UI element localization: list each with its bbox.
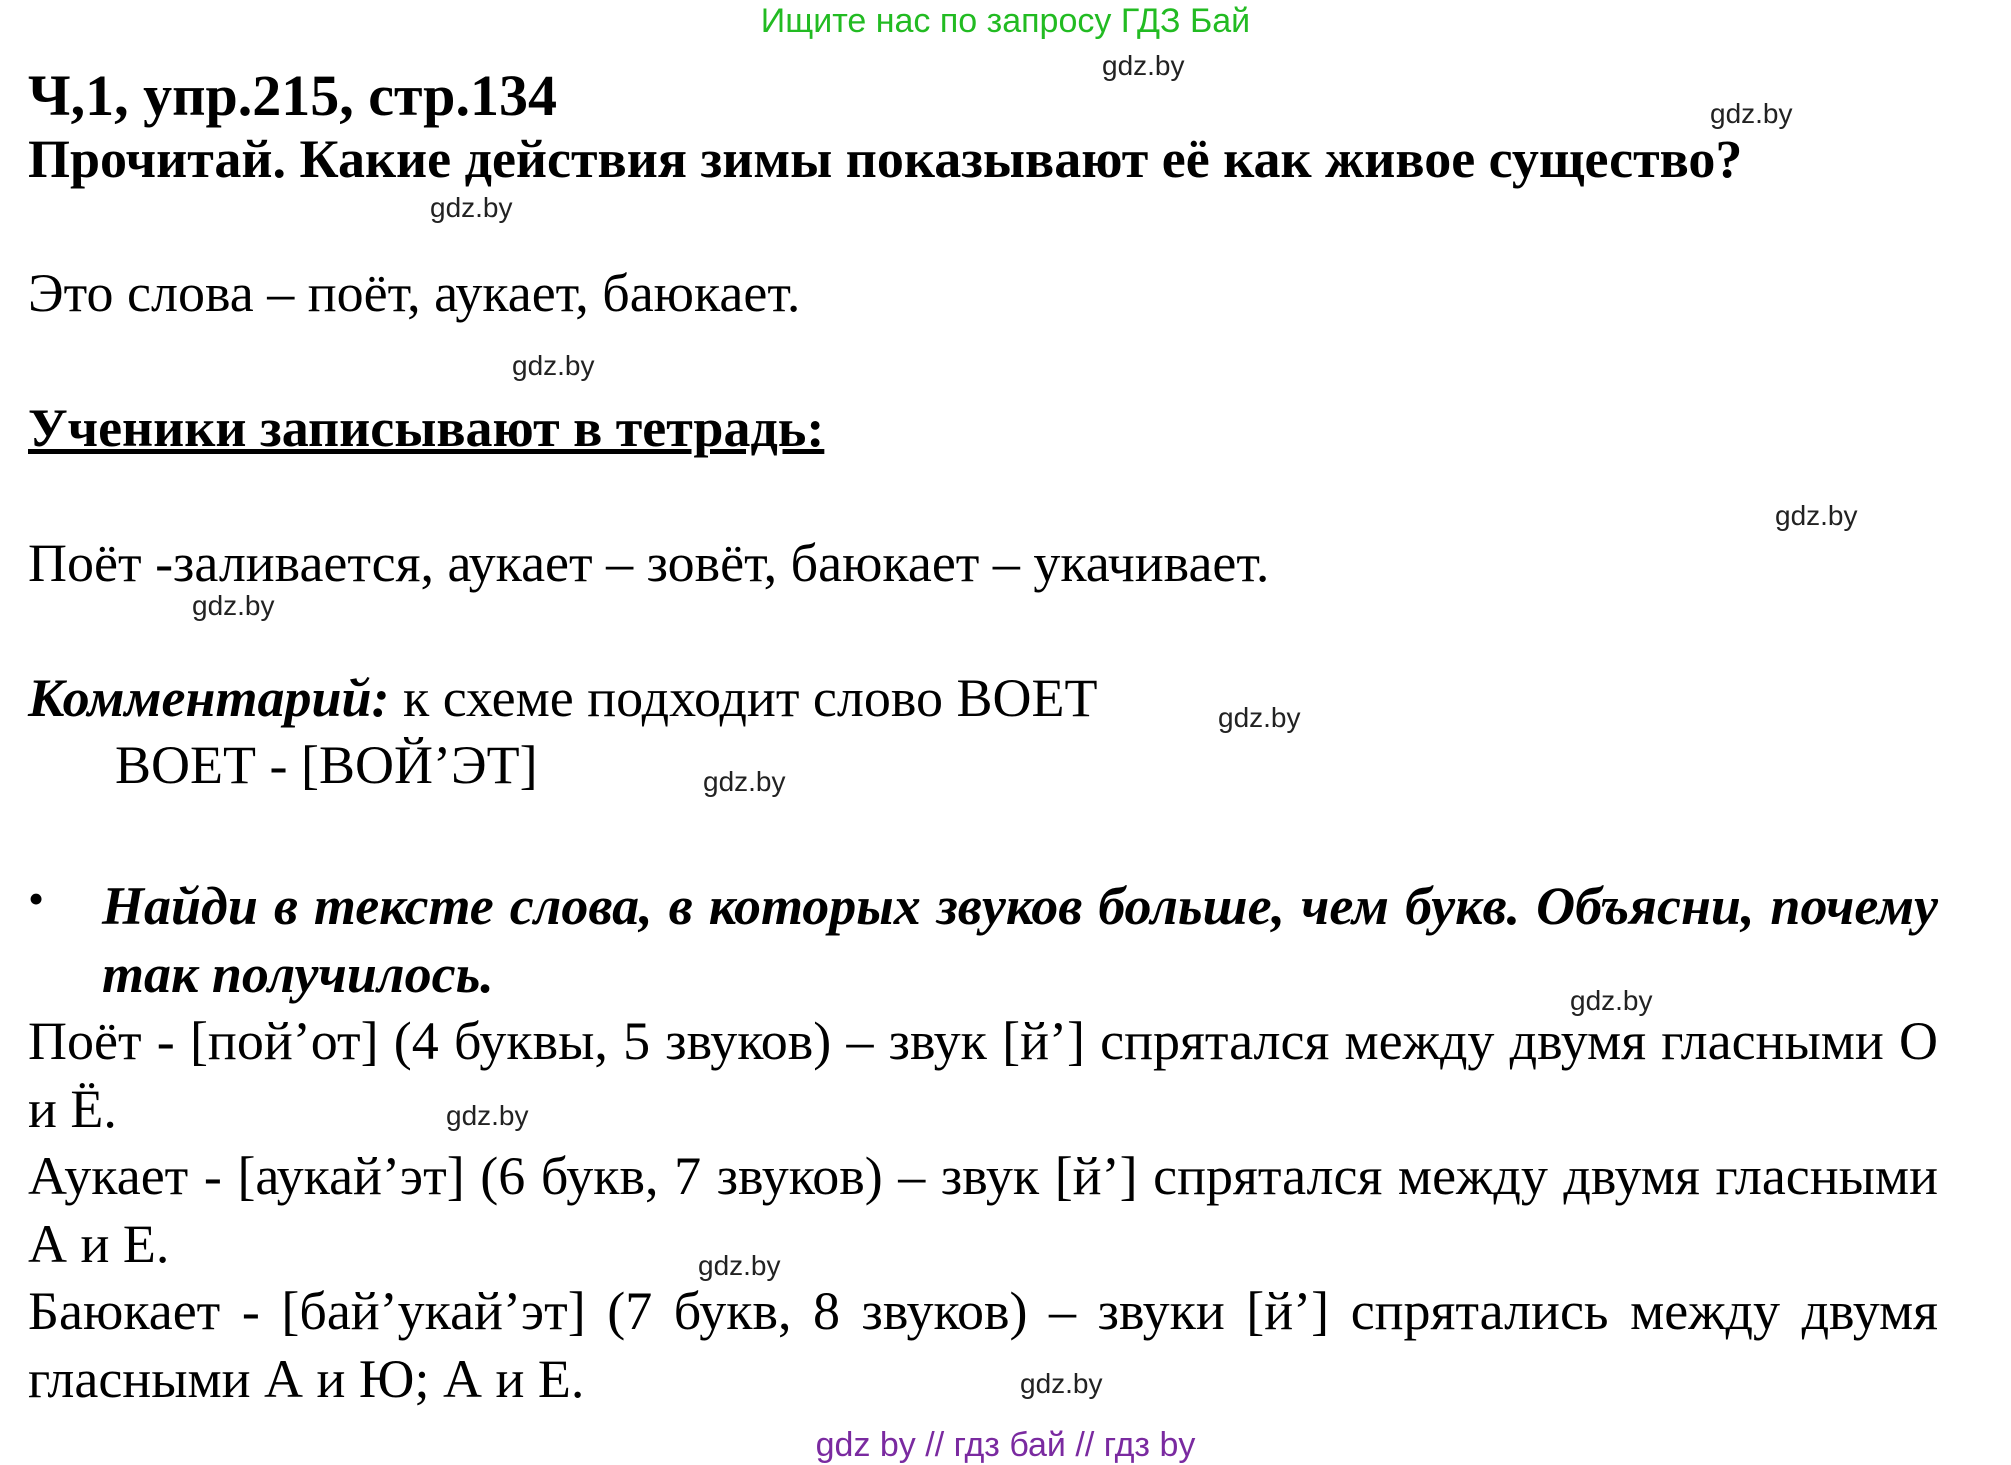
watermark: gdz.by bbox=[446, 1100, 529, 1131]
watermark: gdz.by bbox=[1102, 50, 1185, 81]
comment-text: к схеме подходит слово ВОЕТ bbox=[389, 668, 1098, 728]
watermark: gdz.by bbox=[1710, 98, 1793, 129]
explanation-3: Баюкает - [бай’укай’эт] (7 букв, 8 звуков) – звуки [й’] спрятались между двумя гласными А и Ю; А и Е. bbox=[28, 1281, 1938, 1409]
bullet-icon: • bbox=[28, 873, 45, 924]
watermark: gdz.by bbox=[1570, 985, 1653, 1016]
footer-links: gdz by // гдз бай // гдз by bbox=[815, 1426, 1196, 1464]
watermark: gdz.by bbox=[192, 590, 275, 621]
watermark: gdz.by bbox=[703, 766, 786, 797]
top-banner: Ищите нас по запросу ГДЗ Бай bbox=[760, 2, 1251, 40]
watermark: gdz.by bbox=[430, 192, 513, 223]
transcription: ВОЕТ - [ВОЙ’ЭТ] bbox=[115, 735, 538, 795]
watermark: gdz.by bbox=[1775, 500, 1858, 531]
explanation-2: Аукает - [аукай’эт] (6 букв, 7 звуков) – звук [й’] спрятался между двумя гласными А и Е. bbox=[28, 1146, 1938, 1274]
comment-label: Комментарий: bbox=[28, 668, 390, 728]
watermark: gdz.by bbox=[1020, 1368, 1103, 1399]
watermark: gdz.by bbox=[698, 1250, 781, 1281]
answer-line: Это слова – поёт, аукает, баюкает. bbox=[28, 263, 801, 323]
watermark: gdz.by bbox=[1218, 702, 1301, 733]
notebook-line: Поёт -заливается, аукает – зовёт, баюкает – укачивает. bbox=[28, 533, 1270, 593]
comment-line bbox=[28, 667, 1097, 729]
exercise-question: Прочитай. Какие действия зимы показывают её как живое существо? bbox=[28, 129, 1743, 189]
watermark: gdz.by bbox=[512, 350, 595, 381]
task-text: Найди в тексте слова, в которых звуков больше, чем букв. Объясни, почему так получилось. bbox=[102, 876, 1938, 1004]
explanation-1: Поёт - [пой’от] (4 буквы, 5 звуков) – звук [й’] спрятался между двумя гласными О и Ё. bbox=[28, 1011, 1938, 1139]
exercise-heading: Ч,1, упр.215, стр.134 bbox=[28, 63, 557, 128]
notebook-heading: Ученики записывают в тетрадь: bbox=[28, 398, 825, 458]
